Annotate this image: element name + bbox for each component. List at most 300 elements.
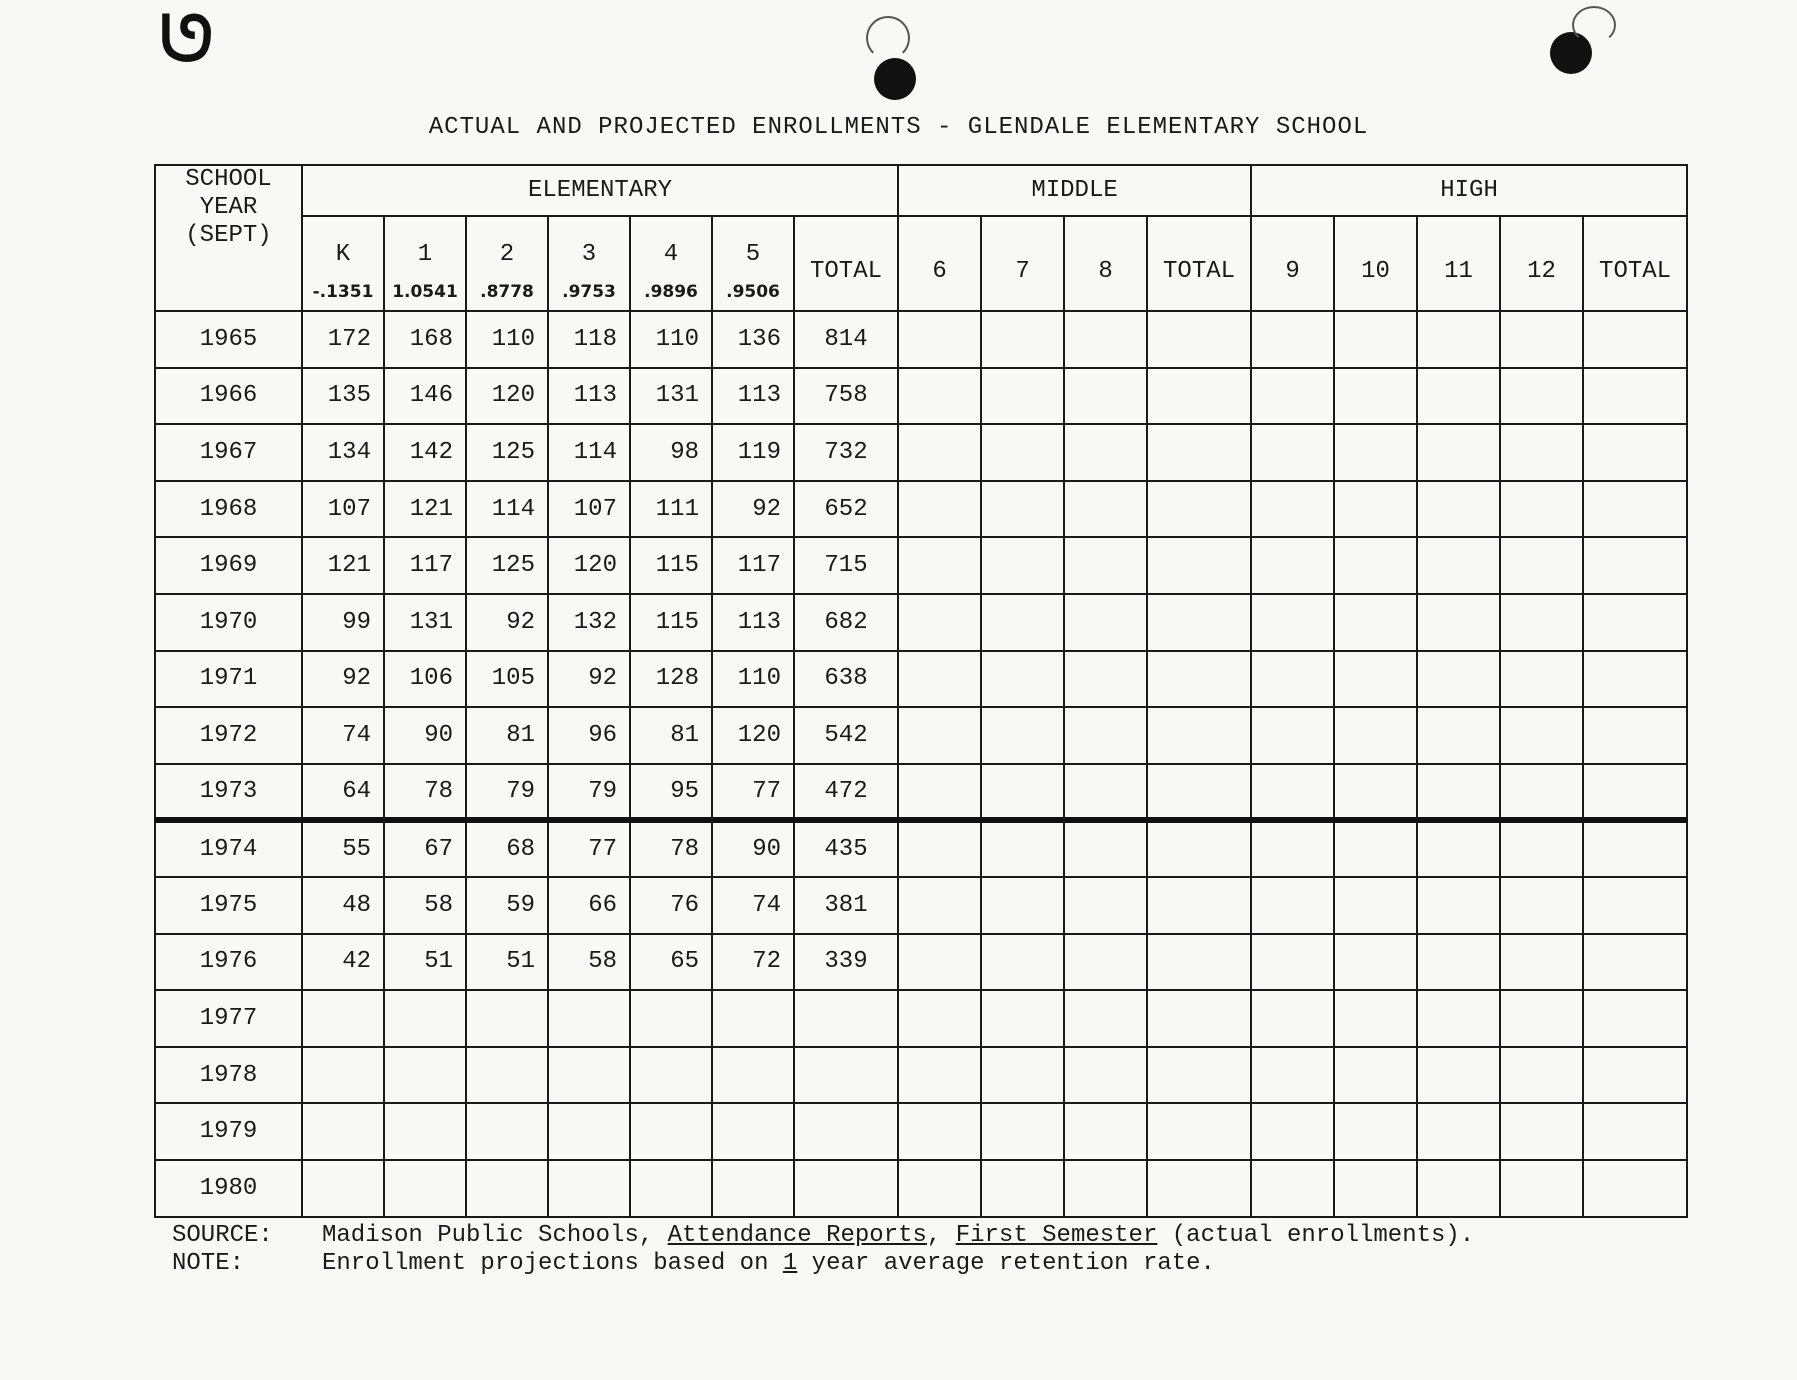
source-label: SOURCE:: [172, 1222, 273, 1249]
empty-cell: [981, 311, 1064, 368]
table-row: [155, 990, 1687, 1047]
elementary-total-cell: 435: [794, 820, 898, 877]
empty-cell: [1583, 990, 1687, 1047]
table-row: [155, 424, 1687, 481]
elementary-total-cell: 638: [794, 651, 898, 708]
enrollment-cell: [384, 1047, 466, 1104]
empty-cell: [1251, 990, 1334, 1047]
enrollment-cell: 114: [548, 424, 630, 481]
enrollment-cell: 120: [548, 537, 630, 594]
enrollment-cell: 92: [466, 594, 548, 651]
table-row: [155, 594, 1687, 651]
source-text-1: Madison Public Schools,: [322, 1222, 668, 1249]
enrollment-cell: 117: [384, 537, 466, 594]
retention-rate-3: .9753: [562, 281, 616, 302]
year-cell: 1976: [155, 934, 302, 991]
enrollment-cell: 78: [384, 764, 466, 821]
elementary-total-cell: 542: [794, 707, 898, 764]
empty-cell: [1334, 990, 1417, 1047]
empty-cell: [1251, 1103, 1334, 1160]
year-cell: 1975: [155, 877, 302, 934]
high-group-header: HIGH: [1251, 165, 1687, 216]
empty-cell: [1064, 1047, 1147, 1104]
empty-cell: [1417, 594, 1500, 651]
enrollment-cell: 58: [548, 934, 630, 991]
enrollment-cell: 96: [548, 707, 630, 764]
enrollment-cell: [466, 1160, 548, 1217]
empty-cell: [1251, 481, 1334, 538]
empty-cell: [1417, 311, 1500, 368]
empty-cell: [1583, 764, 1687, 821]
empty-cell: [1417, 764, 1500, 821]
enrollment-cell: 111: [630, 481, 712, 538]
empty-cell: [898, 311, 981, 368]
col-header-k: K -.1351: [302, 216, 384, 311]
empty-cell: [1500, 820, 1583, 877]
empty-cell: [1417, 877, 1500, 934]
source-text-3: ,: [926, 1222, 956, 1249]
empty-cell: [1147, 368, 1251, 425]
empty-cell: [1583, 820, 1687, 877]
empty-cell: [1064, 311, 1147, 368]
source-text-5: (actual enrollments).: [1157, 1222, 1475, 1249]
empty-cell: [1064, 594, 1147, 651]
empty-cell: [1583, 594, 1687, 651]
enrollment-cell: 115: [630, 537, 712, 594]
table-row: [155, 1047, 1687, 1104]
empty-cell: [1417, 707, 1500, 764]
enrollment-cell: [384, 1103, 466, 1160]
empty-cell: [1251, 424, 1334, 481]
school-year-header-line-3: (SEPT): [185, 222, 272, 249]
empty-cell: [1417, 424, 1500, 481]
empty-cell: [1251, 651, 1334, 708]
enrollment-cell: 128: [630, 651, 712, 708]
enrollment-cell: 118: [548, 311, 630, 368]
enrollment-cell: 136: [712, 311, 794, 368]
empty-cell: [1334, 1047, 1417, 1104]
enrollment-cell: 146: [384, 368, 466, 425]
table-row: [155, 311, 1687, 368]
empty-cell: [1251, 1160, 1334, 1217]
school-year-header-line-1: SCHOOL: [185, 166, 272, 193]
empty-cell: [1334, 481, 1417, 538]
empty-cell: [1064, 537, 1147, 594]
school-year-header-line-2: YEAR: [199, 194, 258, 221]
enrollment-cell: 132: [548, 594, 630, 651]
empty-cell: [981, 1103, 1064, 1160]
enrollment-cell: 119: [712, 424, 794, 481]
enrollment-cell: 107: [548, 481, 630, 538]
year-cell: 1968: [155, 481, 302, 538]
table-row: [155, 481, 1687, 538]
empty-cell: [1417, 368, 1500, 425]
year-cell: 1979: [155, 1103, 302, 1160]
empty-cell: [1500, 651, 1583, 708]
enrollment-cell: 131: [630, 368, 712, 425]
empty-cell: [981, 820, 1064, 877]
empty-cell: [898, 1160, 981, 1217]
col-header-12: 12: [1500, 216, 1583, 311]
enrollment-cell: 92: [548, 651, 630, 708]
empty-cell: [1147, 1160, 1251, 1217]
empty-cell: [1251, 594, 1334, 651]
enrollment-cell: 77: [548, 820, 630, 877]
empty-cell: [1064, 368, 1147, 425]
empty-cell: [1583, 1103, 1687, 1160]
col-header-10: 10: [1334, 216, 1417, 311]
empty-cell: [898, 877, 981, 934]
enrollment-cell: [630, 1160, 712, 1217]
empty-cell: [1500, 990, 1583, 1047]
retention-rate-4: .9896: [644, 281, 698, 302]
empty-cell: [1500, 934, 1583, 991]
enrollment-cell: 65: [630, 934, 712, 991]
enrollment-cell: [548, 1047, 630, 1104]
table-row: [155, 820, 1687, 877]
col-header-1: 1 1.0541: [384, 216, 466, 311]
empty-cell: [898, 707, 981, 764]
enrollment-cell: [302, 1047, 384, 1104]
empty-cell: [898, 1047, 981, 1104]
empty-cell: [1583, 311, 1687, 368]
empty-cell: [1500, 707, 1583, 764]
enrollment-cell: 51: [466, 934, 548, 991]
empty-cell: [1064, 1103, 1147, 1160]
source-text-4: First Semester: [955, 1222, 1158, 1249]
empty-cell: [981, 651, 1064, 708]
table-row: [155, 877, 1687, 934]
source-text-2: Attendance Reports: [667, 1222, 927, 1249]
enrollment-cell: [712, 1103, 794, 1160]
elementary-total-cell: 758: [794, 368, 898, 425]
elementary-total-cell: [794, 990, 898, 1047]
empty-cell: [1064, 990, 1147, 1047]
enrollment-cell: 135: [302, 368, 384, 425]
enrollment-cell: 92: [712, 481, 794, 538]
col-header-4: 4 .9896: [630, 216, 712, 311]
enrollment-cell: 117: [712, 537, 794, 594]
enrollment-cell: 79: [466, 764, 548, 821]
empty-cell: [1417, 1103, 1500, 1160]
empty-cell: [1334, 1160, 1417, 1217]
empty-cell: [1500, 1103, 1583, 1160]
empty-cell: [981, 877, 1064, 934]
elementary-total-cell: [794, 1103, 898, 1160]
empty-cell: [981, 934, 1064, 991]
empty-cell: [1583, 1160, 1687, 1217]
enrollment-cell: [384, 1160, 466, 1217]
enrollment-cell: 113: [712, 594, 794, 651]
elementary-total-cell: 715: [794, 537, 898, 594]
empty-cell: [981, 537, 1064, 594]
enrollment-cell: [466, 990, 548, 1047]
enrollment-cell: 77: [712, 764, 794, 821]
empty-cell: [1147, 311, 1251, 368]
col-header-9: 9: [1251, 216, 1334, 311]
enrollment-cell: 110: [630, 311, 712, 368]
empty-cell: [1583, 537, 1687, 594]
retention-rate-k: -.1351: [312, 281, 374, 302]
enrollment-cell: [466, 1047, 548, 1104]
empty-cell: [1417, 1160, 1500, 1217]
empty-cell: [898, 368, 981, 425]
note-text-2: 1: [782, 1250, 798, 1277]
elementary-total-cell: 472: [794, 764, 898, 821]
enrollment-cell: [384, 990, 466, 1047]
enrollment-cell: [712, 990, 794, 1047]
table-row: [155, 764, 1687, 821]
enrollment-cell: 120: [712, 707, 794, 764]
enrollment-cell: [548, 990, 630, 1047]
empty-cell: [898, 424, 981, 481]
enrollment-cell: [302, 990, 384, 1047]
empty-cell: [1583, 481, 1687, 538]
enrollment-cell: 42: [302, 934, 384, 991]
empty-cell: [1147, 424, 1251, 481]
empty-cell: [981, 1047, 1064, 1104]
empty-cell: [1500, 764, 1583, 821]
empty-cell: [1500, 368, 1583, 425]
empty-cell: [981, 594, 1064, 651]
empty-cell: [1251, 764, 1334, 821]
empty-cell: [1064, 651, 1147, 708]
empty-cell: [1500, 1160, 1583, 1217]
year-cell: 1977: [155, 990, 302, 1047]
enrollment-cell: 81: [630, 707, 712, 764]
empty-cell: [1147, 537, 1251, 594]
empty-cell: [1334, 934, 1417, 991]
enrollment-table: [154, 164, 1688, 1218]
empty-cell: [1147, 594, 1251, 651]
empty-cell: [1583, 877, 1687, 934]
enrollment-cell: 55: [302, 820, 384, 877]
empty-cell: [1583, 1047, 1687, 1104]
empty-cell: [981, 1160, 1064, 1217]
empty-cell: [1064, 481, 1147, 538]
note-label: NOTE:: [172, 1250, 245, 1277]
table-row: [155, 707, 1687, 764]
enrollment-cell: 79: [548, 764, 630, 821]
empty-cell: [1583, 424, 1687, 481]
footnotes: [172, 1222, 1474, 1278]
enrollment-cell: 110: [466, 311, 548, 368]
enrollment-cell: 66: [548, 877, 630, 934]
elementary-total-cell: [794, 1047, 898, 1104]
retention-rate-5: .9506: [726, 281, 780, 302]
enrollment-cell: 59: [466, 877, 548, 934]
empty-cell: [1334, 594, 1417, 651]
empty-cell: [1334, 311, 1417, 368]
enrollment-cell: [630, 1103, 712, 1160]
empty-cell: [1500, 311, 1583, 368]
col-header-elementary-total: TOTAL: [794, 216, 898, 311]
empty-cell: [898, 1103, 981, 1160]
elementary-total-cell: 682: [794, 594, 898, 651]
empty-cell: [1417, 1047, 1500, 1104]
year-cell: 1980: [155, 1160, 302, 1217]
empty-cell: [898, 820, 981, 877]
elementary-total-cell: 339: [794, 934, 898, 991]
enrollment-cell: 106: [384, 651, 466, 708]
empty-cell: [1500, 1047, 1583, 1104]
empty-cell: [1064, 1160, 1147, 1217]
empty-cell: [1583, 934, 1687, 991]
empty-cell: [898, 481, 981, 538]
elementary-total-cell: 381: [794, 877, 898, 934]
enrollment-cell: 105: [466, 651, 548, 708]
punch-hole-1: [874, 58, 916, 100]
elementary-group-header: ELEMENTARY: [302, 165, 898, 216]
enrollment-cell: [302, 1103, 384, 1160]
retention-rate-1: 1.0541: [392, 281, 458, 302]
year-cell: 1971: [155, 651, 302, 708]
empty-cell: [981, 481, 1064, 538]
empty-cell: [1251, 820, 1334, 877]
enrollment-cell: [466, 1103, 548, 1160]
col-header-high-total: TOTAL: [1583, 216, 1687, 311]
empty-cell: [1334, 764, 1417, 821]
middle-group-header: MIDDLE: [898, 165, 1251, 216]
year-cell: 1969: [155, 537, 302, 594]
source-line: [172, 1222, 1474, 1250]
year-cell: 1965: [155, 311, 302, 368]
enrollment-cell: 113: [712, 368, 794, 425]
empty-cell: [1147, 481, 1251, 538]
enrollment-cell: [630, 990, 712, 1047]
empty-cell: [981, 424, 1064, 481]
enrollment-cell: [630, 1047, 712, 1104]
empty-cell: [1251, 707, 1334, 764]
empty-cell: [1064, 707, 1147, 764]
enrollment-cell: [712, 1160, 794, 1217]
note-line: [172, 1250, 1474, 1278]
enrollment-cell: 168: [384, 311, 466, 368]
col-header-8: 8: [1064, 216, 1147, 311]
enrollment-cell: 51: [384, 934, 466, 991]
col-header-11: 11: [1417, 216, 1500, 311]
table-row: [155, 934, 1687, 991]
year-cell: 1973: [155, 764, 302, 821]
table-row: [155, 368, 1687, 425]
empty-cell: [898, 934, 981, 991]
elementary-total-cell: 652: [794, 481, 898, 538]
enrollment-cell: 67: [384, 820, 466, 877]
empty-cell: [1251, 537, 1334, 594]
empty-cell: [1500, 481, 1583, 538]
note-text-1: Enrollment projections based on: [322, 1250, 783, 1277]
col-header-5: 5 .9506: [712, 216, 794, 311]
empty-cell: [1064, 820, 1147, 877]
empty-cell: [1064, 877, 1147, 934]
empty-cell: [981, 368, 1064, 425]
empty-cell: [1147, 764, 1251, 821]
enrollment-cell: [712, 1047, 794, 1104]
empty-cell: [1147, 877, 1251, 934]
empty-cell: [1334, 368, 1417, 425]
empty-cell: [1417, 820, 1500, 877]
enrollment-cell: 113: [548, 368, 630, 425]
enrollment-cell: 115: [630, 594, 712, 651]
year-cell: 1972: [155, 707, 302, 764]
empty-cell: [898, 764, 981, 821]
empty-cell: [1334, 1103, 1417, 1160]
enrollment-cell: 98: [630, 424, 712, 481]
enrollment-cell: 81: [466, 707, 548, 764]
empty-cell: [1147, 651, 1251, 708]
enrollment-cell: 131: [384, 594, 466, 651]
col-header-middle-total: TOTAL: [1147, 216, 1251, 311]
year-cell: 1974: [155, 820, 302, 877]
col-header-3: 3 .9753: [548, 216, 630, 311]
col-header-7: 7: [981, 216, 1064, 311]
retention-rate-2: .8778: [480, 281, 534, 302]
empty-cell: [1500, 877, 1583, 934]
enrollment-cell: 74: [712, 877, 794, 934]
year-cell: 1970: [155, 594, 302, 651]
page-title: ACTUAL AND PROJECTED ENROLLMENTS - GLENDALE ELEMENTARY SCHOOL: [428, 114, 1369, 141]
empty-cell: [1583, 651, 1687, 708]
empty-cell: [1251, 934, 1334, 991]
school-year-header: [155, 165, 302, 311]
enrollment-cell: 76: [630, 877, 712, 934]
empty-cell: [1251, 1047, 1334, 1104]
empty-cell: [1147, 1103, 1251, 1160]
punch-hole-ring-2: [1572, 6, 1616, 44]
empty-cell: [1417, 651, 1500, 708]
table-row: [155, 1160, 1687, 1217]
enrollment-cell: 90: [712, 820, 794, 877]
empty-cell: [1064, 424, 1147, 481]
empty-cell: [1334, 651, 1417, 708]
enrollment-cell: 48: [302, 877, 384, 934]
note-text-3: year average retention rate.: [797, 1250, 1215, 1277]
enrollment-cell: 64: [302, 764, 384, 821]
enrollment-cell: 90: [384, 707, 466, 764]
col-header-6: 6: [898, 216, 981, 311]
empty-cell: [1500, 424, 1583, 481]
empty-cell: [1417, 481, 1500, 538]
empty-cell: [1147, 934, 1251, 991]
elementary-total-cell: 732: [794, 424, 898, 481]
enrollment-cell: [548, 1103, 630, 1160]
empty-cell: [898, 537, 981, 594]
enrollment-cell: 125: [466, 424, 548, 481]
enrollment-cell: 78: [630, 820, 712, 877]
empty-cell: [1147, 990, 1251, 1047]
empty-cell: [1251, 877, 1334, 934]
enrollment-cell: 74: [302, 707, 384, 764]
enrollment-cell: 99: [302, 594, 384, 651]
empty-cell: [981, 990, 1064, 1047]
empty-cell: [1251, 311, 1334, 368]
enrollment-cell: 121: [302, 537, 384, 594]
empty-cell: [1500, 594, 1583, 651]
handwritten-mark: ᘎ: [160, 2, 214, 77]
year-cell: 1978: [155, 1047, 302, 1104]
empty-cell: [1064, 934, 1147, 991]
empty-cell: [1147, 707, 1251, 764]
empty-cell: [1583, 368, 1687, 425]
enrollment-cell: [302, 1160, 384, 1217]
empty-cell: [1334, 537, 1417, 594]
enrollment-cell: 72: [712, 934, 794, 991]
empty-cell: [1334, 877, 1417, 934]
col-header-2: 2 .8778: [466, 216, 548, 311]
enrollment-cell: 95: [630, 764, 712, 821]
enrollment-cell: 125: [466, 537, 548, 594]
empty-cell: [981, 764, 1064, 821]
